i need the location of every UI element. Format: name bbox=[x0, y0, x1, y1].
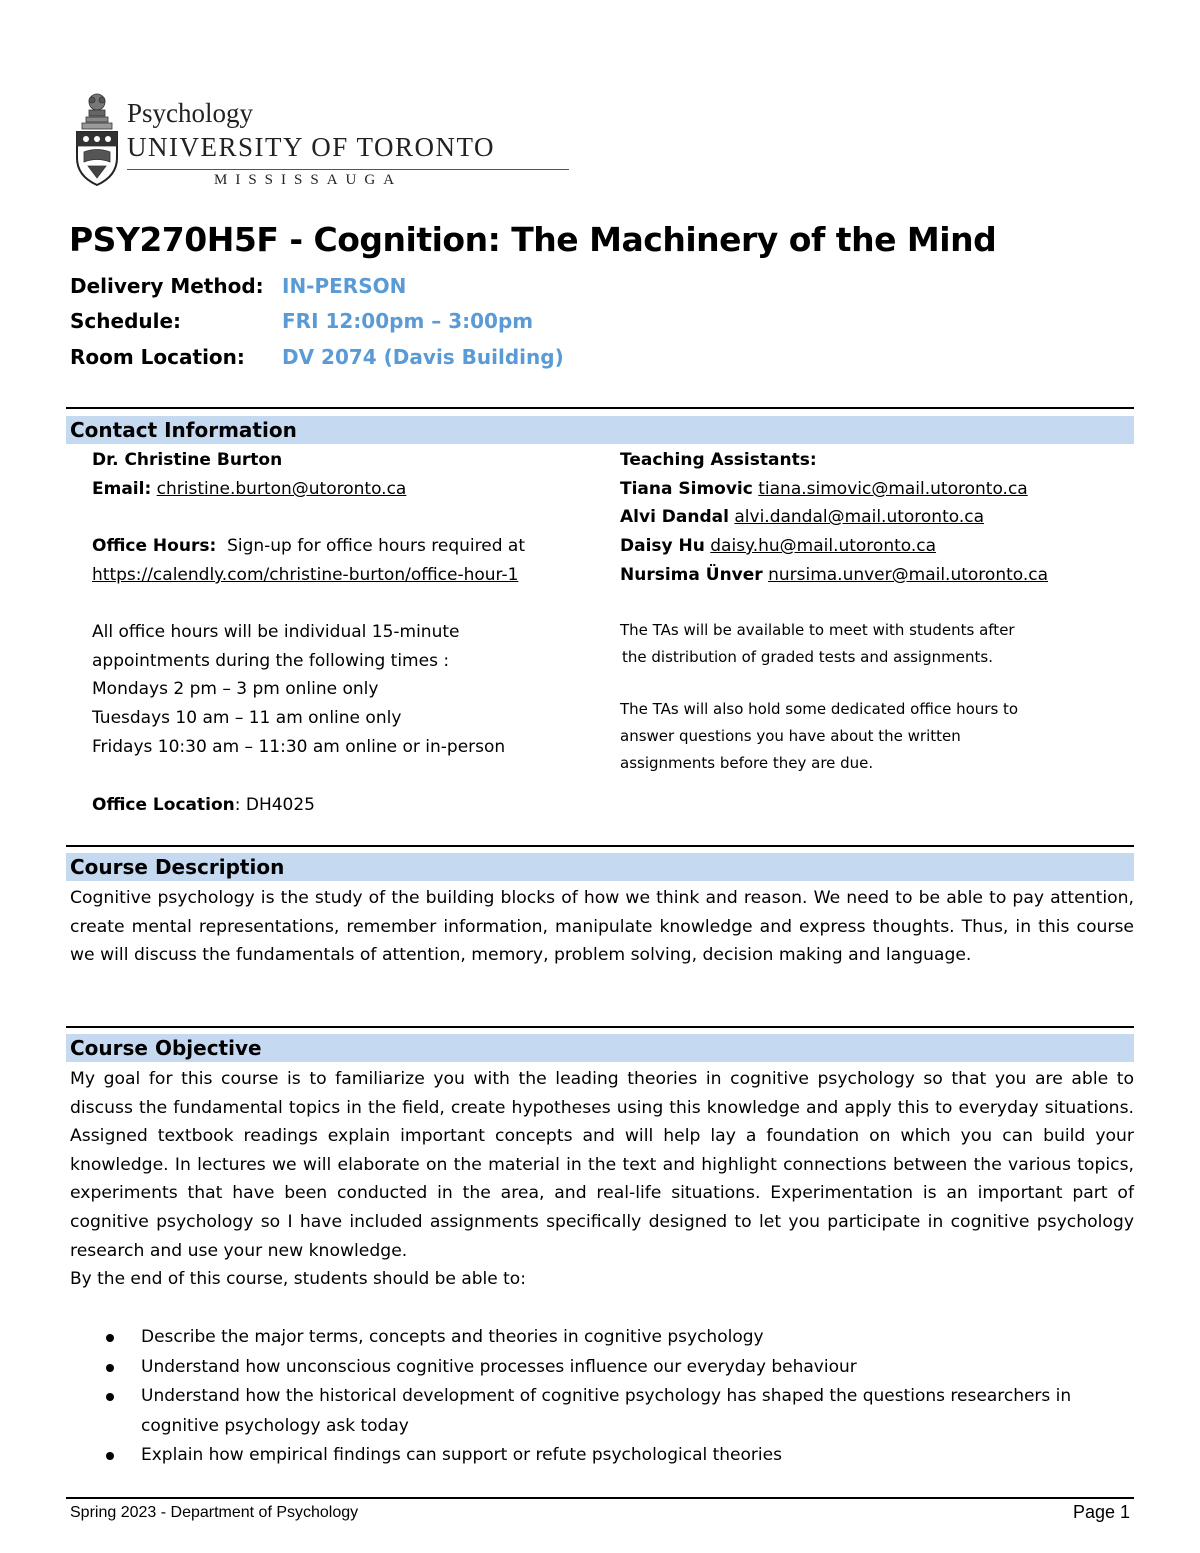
meta-label: Schedule: bbox=[70, 309, 182, 333]
ta-note: assignments before they are due. bbox=[620, 754, 874, 772]
office-hours-row bbox=[92, 532, 525, 561]
course-title: PSY270H5F - Cognition: The Machinery of the Mind bbox=[69, 220, 997, 259]
logo-department: Psychology bbox=[127, 98, 254, 128]
university-logo bbox=[72, 92, 502, 192]
footer-text: Spring 2023 - Department of Psychology bbox=[70, 1504, 359, 1521]
course-objective-text: My goal for this course is to familiarize you with the leading theories in cognitive psychology so that you are able to discuss the fundamental topics in the field, create hypotheses using this knowledge and apply this to everyday situations. Assigned textbook readings explain important concepts and will help lay a foundation on which you can build your knowledge. In lectures we will elaborate on the material in the text and highlight connections between the various topics, experiments that have been conducted in the area, and real-life situations. Experimentation is an important part of cognitive psychology so I have included assignments specifically designed to let you participate in cognitive psychology research and use your new knowledge. bbox=[70, 1069, 1134, 1261]
office-location bbox=[92, 791, 315, 820]
meta-label: Delivery Method: bbox=[70, 274, 264, 298]
office-location-label: Office Location bbox=[92, 795, 235, 815]
ta-name: Alvi Dandal bbox=[620, 507, 729, 527]
instructor-email-row bbox=[92, 475, 406, 504]
instructor-email-link[interactable]: christine.burton@utoronto.ca bbox=[156, 479, 407, 499]
meta-value: FRI 12:00pm – 3:00pm bbox=[282, 309, 534, 333]
bullet-icon bbox=[106, 1334, 114, 1342]
meta-value: DV 2074 (Davis Building) bbox=[282, 345, 564, 369]
ta-row bbox=[620, 475, 1028, 504]
section-header-objective: Course Objective bbox=[66, 1034, 1134, 1062]
ta-email-link[interactable]: daisy.hu@mail.utoronto.ca bbox=[710, 536, 937, 556]
ta-name: Nursima Ünver bbox=[620, 565, 763, 585]
list-item: Describe the major terms, concepts and theories in cognitive psychology bbox=[106, 1323, 1106, 1353]
hours-intro: appointments during the following times : bbox=[92, 651, 450, 671]
hours-intro: All office hours will be individual 15-minute bbox=[92, 622, 460, 642]
hours-item: Mondays 2 pm – 3 pm online only bbox=[92, 679, 379, 699]
logo-campus: MISSISSAUGA bbox=[214, 172, 403, 188]
ta-row bbox=[620, 503, 984, 532]
section-divider bbox=[66, 1026, 1134, 1028]
section-divider bbox=[66, 407, 1134, 409]
list-item: Explain how empirical findings can support or refute psychological theories bbox=[106, 1441, 1106, 1471]
logo-divider bbox=[127, 169, 569, 170]
section-header-contact: Contact Information bbox=[66, 416, 1134, 444]
section-divider bbox=[66, 845, 1134, 847]
ta-note: answer questions you have about the written bbox=[620, 727, 961, 745]
office-location-value: : DH4025 bbox=[234, 795, 316, 815]
list-item: Understand how unconscious cognitive processes influence our everyday behaviour bbox=[106, 1353, 1106, 1383]
ta-row bbox=[620, 532, 936, 561]
ta-email-link[interactable]: alvi.dandal@mail.utoronto.ca bbox=[734, 507, 985, 527]
bullet-icon bbox=[106, 1452, 114, 1460]
ta-email-link[interactable]: tiana.simovic@mail.utoronto.ca bbox=[758, 479, 1028, 499]
outcomes-list bbox=[106, 1323, 1106, 1471]
section-header-description: Course Description bbox=[66, 853, 1134, 881]
crest-icon bbox=[72, 92, 122, 188]
office-hours-text: Sign-up for office hours required at bbox=[227, 536, 525, 556]
bullet-icon bbox=[106, 1393, 114, 1401]
outcomes-intro: By the end of this course, students should be able to: bbox=[70, 1269, 526, 1289]
ta-name: Daisy Hu bbox=[620, 536, 705, 556]
hours-item: Fridays 10:30 am – 11:30 am online or in-person bbox=[92, 737, 506, 757]
logo-university: UNIVERSITY OF TORONTO bbox=[127, 132, 496, 162]
ta-row bbox=[620, 561, 1048, 590]
hours-item: Tuesdays 10 am – 11 am online only bbox=[92, 708, 402, 728]
list-item: Understand how the historical development of cognitive psychology has shaped the questions researchers in cognitive psychology ask today bbox=[106, 1382, 1106, 1441]
office-hours-link[interactable]: https://calendly.com/christine-burton/office-hour-1 bbox=[92, 565, 519, 585]
meta-value: IN-PERSON bbox=[282, 274, 407, 298]
ta-name: Tiana Simovic bbox=[620, 479, 753, 499]
ta-email-link[interactable]: nursima.unver@mail.utoronto.ca bbox=[768, 565, 1049, 585]
email-label: Email: bbox=[92, 479, 152, 499]
ta-note: The TAs will also hold some dedicated office hours to bbox=[620, 700, 1019, 718]
page-number: Page 1 bbox=[1072, 1502, 1130, 1522]
course-description-text: Cognitive psychology is the study of the building blocks of how we think and reason. We need to be able to pay attention, create mental representations, remember information, manipulate knowledge and express thoughts. Thus, in this course we will discuss the fundamentals of attention, memory, problem solving, decision making and language. bbox=[70, 888, 1134, 966]
ta-heading: Teaching Assistants: bbox=[620, 450, 817, 470]
footer-divider bbox=[66, 1497, 1134, 1499]
bullet-icon bbox=[106, 1364, 114, 1372]
meta-label: Room Location: bbox=[70, 345, 245, 369]
ta-note: the distribution of graded tests and assignments. bbox=[622, 648, 993, 666]
ta-note: The TAs will be available to meet with students after bbox=[620, 621, 1015, 639]
office-hours-label: Office Hours: bbox=[92, 536, 217, 556]
instructor-name: Dr. Christine Burton bbox=[92, 450, 283, 470]
